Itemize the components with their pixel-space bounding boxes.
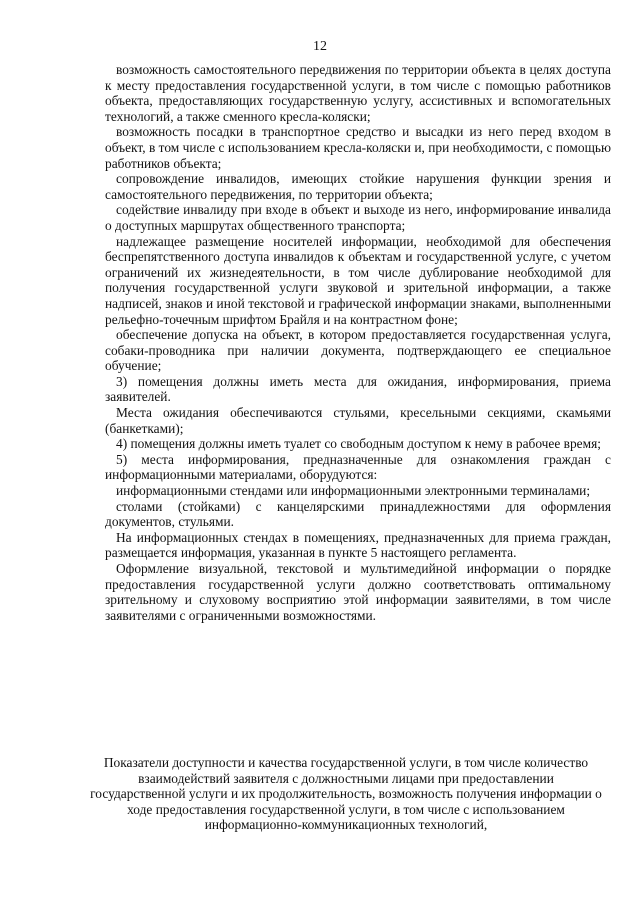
paragraph-item-4: 4) помещения должны иметь туалет со свободным доступом к нему в рабочее время; [116,436,601,452]
paragraph-mobility: возможность самостоятельного передвижения по территории объекта в целях доступа к месту предоставления государственной услуги, в том числе с помощью работников объекта, предоставляющих государственную услугу, ассистивных и вспомогательных технологий, а также сменного кресла-коляски; [105,62,611,124]
paragraph-escort: сопровождение инвалидов, имеющих стойкие нарушения функции зрения и самостоятельного передвижения, по территории объекта; [105,171,611,202]
paragraph-tables: столами (стойками) с канцелярскими принадлежностями для оформления документов, стульями. [105,498,611,530]
section-heading: Показатели доступности и качества государственной услуги, в том числе количество взаимодействий заявителя с должностными лицами при предоставлении государственной услуги и их продолжительность, возможность получения информации о ходе предоставления государственной услуги, в том числе с использованием информационно-коммуникационных технологий, [90,755,602,833]
paragraph-info-design: Оформление визуальной, текстовой и мультимедийной информации о порядке предоставления государственной услуги должно соответствовать оптимальному зрительному и слуховому восприятию этой информации заявителями, в том числе заявителями с ограниченными возможностями. [105,561,611,623]
paragraph-guide-dog: обеспечение допуска на объект, в котором предоставляется государственная услуга, собаки-проводника при наличии документа, подтверждающего ее специальное обучение; [105,327,611,374]
paragraph-waiting-seats: Места ожидания обеспечиваются стульями, кресельными секциями, скамьями (банкетками); [105,405,611,436]
paragraph-info-stands: информационными стендами или информационными электронными терминалами; [116,483,591,499]
document-body [105,62,611,623]
paragraph-vehicle-boarding: возможность посадки в транспортное средство и высадки из него перед входом в объект, в том числе с использованием кресла-коляски и, при необходимости, с помощью работников объекта; [105,124,611,171]
page-number: 12 [313,39,327,54]
paragraph-entry-assistance: содействие инвалиду при входе в объект и выходе из него, информирование инвалида о доступных маршрутах общественного транспорта; [105,202,611,233]
paragraph-item-5: 5) места информирования, предназначенные для ознакомления граждан с информационными материалами, оборудуются: [105,451,611,483]
paragraph-information-placement: надлежащее размещение носителей информации, необходимой для обеспечения беспрепятственного доступа инвалидов к объектам и государственной услуге, с учетом ограничений их жизнедеятельности, в том числе дублирование необходимой для получения государственной услуги звуковой и зрительной информации, а также надписей, знаков и иной текстовой и графической информации знаками, выполненными рельефно-точечным шрифтом Брайля и на контрастном фоне; [105,233,611,327]
paragraph-item-3: 3) помещения должны иметь места для ожидания, информирования, приема заявителей. [105,373,611,405]
paragraph-stand-info: На информационных стендах в помещениях, предназначенных для приема граждан, размещается информация, указанная в пункте 5 настоящего регламента. [105,529,611,561]
